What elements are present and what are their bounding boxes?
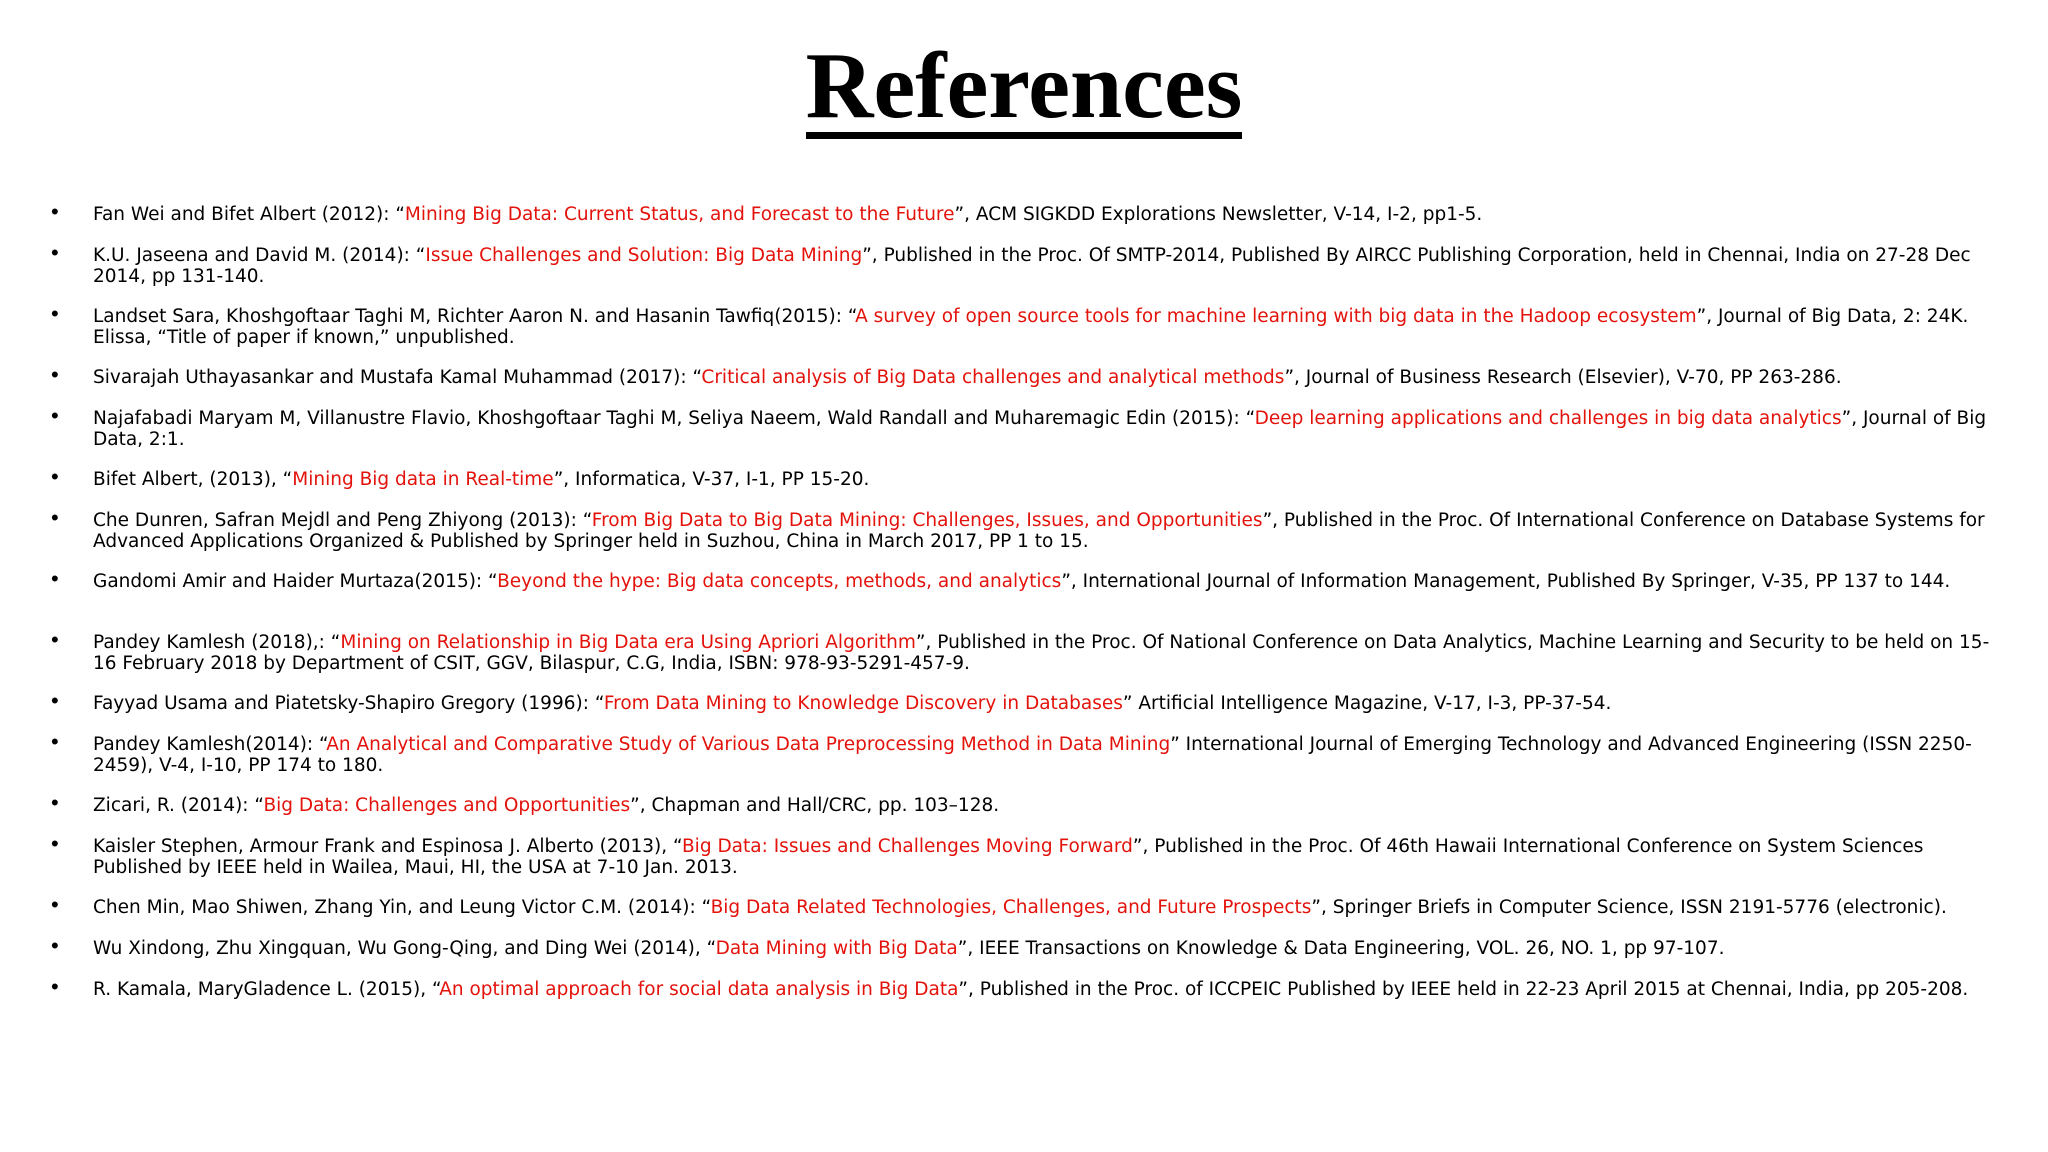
reference-item <box>0 464 2048 513</box>
reference-authors: Bifet Albert, (2013), “ <box>93 469 293 490</box>
reference-source: ”, ACM SIGKDD Explorations Newsletter, V-14, I-2, pp1-5. <box>954 204 1483 225</box>
reference-item <box>0 301 2048 350</box>
reference-title: Big Data: Issues and Challenges Moving Forward <box>681 836 1133 857</box>
reference-item <box>0 974 2048 1023</box>
reference-item <box>0 892 2048 941</box>
reference-source: ” Artificial Intelligence Magazine, V-17, I-3, PP-37-54. <box>1122 693 1612 714</box>
page-title <box>0 34 2048 139</box>
bullet-icon: • <box>51 892 59 917</box>
reference-text <box>93 693 2005 714</box>
reference-authors: Pandey Kamlesh (2018),: “ <box>93 632 341 653</box>
reference-title: Critical analysis of Big Data challenges and analytical methods <box>701 367 1285 388</box>
reference-authors: Sivarajah Uthayasankar and Mustafa Kamal Muhammad (2017): “ <box>93 367 702 388</box>
reference-item <box>0 790 2048 839</box>
reference-text <box>93 469 2005 490</box>
reference-source: ”, Journal of Big Data, 2:1. <box>93 408 1987 450</box>
reference-source: ” International Journal of Emerging Technology and Advanced Engineering (ISSN 2250-2459), V-4, I-10, PP 174 to 180. <box>93 734 1972 776</box>
reference-title: From Data Mining to Knowledge Discovery in Databases <box>603 693 1123 714</box>
reference-source: ”, IEEE Transactions on Knowledge & Data Engineering, VOL. 26, NO. 1, pp 97-107. <box>957 938 1725 959</box>
reference-title: An optimal approach for social data analysis in Big Data <box>439 979 959 1000</box>
bullet-icon: • <box>51 566 59 591</box>
reference-text <box>93 571 2005 592</box>
reference-authors: Najafabadi Maryam M, Villanustre Flavio, Khoshgoftaar Taghi M, Seliya Naeem, Wald Randall and Muharemagic Edin (2015): “ <box>93 408 1255 429</box>
reference-text <box>93 795 2005 816</box>
reference-source: ”, Published in the Proc. Of International Conference on Database Systems for Advanced Applications Organized & Published by Springer held in Suzhou, China in March 2017, PP 1 to 15. <box>93 510 1985 552</box>
bullet-icon: • <box>51 627 59 652</box>
reference-source: ”, Journal of Business Research (Elsevier), V-70, PP 263-286. <box>1284 367 1842 388</box>
reference-authors: Zicari, R. (2014): “ <box>93 795 264 816</box>
reference-text <box>93 204 2005 225</box>
reference-item <box>0 362 2048 411</box>
reference-source: ”, Chapman and Hall/CRC, pp. 103–128. <box>630 795 1000 816</box>
reference-source: ”, Published in the Proc. Of 46th Hawaii International Conference on System Sciences Published by IEEE held in Wailea, Maui, HI, the USA at 7-10 Jan. 2013. <box>93 836 1924 878</box>
reference-text <box>93 408 2005 450</box>
reference-source: ”, Published in the Proc. Of National Conference on Data Analytics, Machine Learning and Security to be held on 15-16 February 2018 by Department of CSIT, GGV, Bilaspur, C.G, India, ISBN: 978-93-5291-457-9. <box>93 632 1990 674</box>
reference-title: Issue Challenges and Solution: Big Data Mining <box>425 245 863 266</box>
reference-title: Beyond the hype: Big data concepts, methods, and analytics <box>497 571 1062 592</box>
bullet-icon: • <box>51 831 59 856</box>
reference-text <box>93 245 2005 287</box>
reference-text <box>93 510 2005 552</box>
reference-authors: Chen Min, Mao Shiwen, Zhang Yin, and Leung Victor C.M. (2014): “ <box>93 897 711 918</box>
reference-text <box>93 897 2005 918</box>
reference-authors: R. Kamala, MaryGladence L. (2015), “ <box>93 979 440 1000</box>
reference-title: From Big Data to Big Data Mining: Challenges, Issues, and Opportunities <box>591 510 1263 531</box>
bullet-icon: • <box>51 729 59 754</box>
bullet-icon: • <box>51 240 59 265</box>
reference-item <box>0 505 2048 554</box>
bullet-icon: • <box>51 790 59 815</box>
reference-text <box>93 979 2005 1000</box>
reference-authors: Che Dunren, Safran Mejdl and Peng Zhiyong (2013): “ <box>93 510 592 531</box>
reference-item <box>0 831 2048 880</box>
reference-title: Data Mining with Big Data <box>715 938 958 959</box>
reference-item <box>0 729 2048 778</box>
reference-authors: K.U. Jaseena and David M. (2014): “ <box>93 245 426 266</box>
reference-title: Deep learning applications and challenges in big data analytics <box>1254 408 1842 429</box>
reference-text <box>93 734 2005 776</box>
reference-source: ”, Published in the Proc. Of SMTP-2014, Published By AIRCC Publishing Corporation, held in Chennai, India on 27-28 Dec 2014, pp 131-140. <box>93 245 1971 287</box>
reference-title: Big Data: Challenges and Opportunities <box>263 795 631 816</box>
reference-item <box>0 627 2048 676</box>
reference-text <box>93 938 2005 959</box>
reference-item <box>0 403 2048 452</box>
bullet-icon: • <box>51 301 59 326</box>
reference-source: ”, Informatica, V-37, I-1, PP 15-20. <box>553 469 870 490</box>
reference-item <box>0 933 2048 982</box>
reference-title: Mining Big data in Real-time <box>292 469 554 490</box>
reference-title: Big Data Related Technologies, Challenges, and Future Prospects <box>710 897 1312 918</box>
reference-title: An Analytical and Comparative Study of Various Data Preprocessing Method in Data Mining <box>326 734 1171 755</box>
reference-item <box>0 688 2048 737</box>
reference-source: ”, Springer Briefs in Computer Science, ISSN 2191-5776 (electronic). <box>1311 897 1947 918</box>
bullet-icon: • <box>51 505 59 530</box>
reference-text <box>93 367 2005 388</box>
reference-item <box>0 566 2048 615</box>
reference-authors: Gandomi Amir and Haider Murtaza(2015): “ <box>93 571 498 592</box>
reference-text <box>93 632 2005 674</box>
reference-text <box>93 836 2005 878</box>
page-title-text: References <box>805 34 1243 138</box>
reference-title: A survey of open source tools for machine learning with big data in the Hadoop ecosystem <box>855 306 1697 327</box>
bullet-icon: • <box>51 403 59 428</box>
reference-item <box>0 240 2048 289</box>
reference-authors: Fayyad Usama and Piatetsky-Shapiro Gregory (1996): “ <box>93 693 604 714</box>
reference-title: Mining Big Data: Current Status, and Forecast to the Future <box>404 204 955 225</box>
reference-authors: Fan Wei and Bifet Albert (2012): “ <box>93 204 405 225</box>
bullet-icon: • <box>51 362 59 387</box>
reference-source: ”, Journal of Big Data, 2: 24K. Elissa, “Title of paper if known,” unpublished. <box>93 306 1969 348</box>
reference-source: ”, International Journal of Information Management, Published By Springer, V-35, PP 137 to 144. <box>1061 571 1951 592</box>
reference-text <box>93 306 2005 348</box>
bullet-icon: • <box>51 464 59 489</box>
reference-title: Mining on Relationship in Big Data era Using Apriori Algorithm <box>340 632 916 653</box>
bullet-icon: • <box>51 974 59 999</box>
reference-authors: Kaisler Stephen, Armour Frank and Espinosa J. Alberto (2013), “ <box>93 836 682 857</box>
reference-authors: Pandey Kamlesh(2014): “ <box>93 734 327 755</box>
reference-source: ”, Published in the Proc. of ICCPEIC Published by IEEE held in 22-23 April 2015 at Chennai, India, pp 205-208. <box>958 979 1969 1000</box>
bullet-icon: • <box>51 688 59 713</box>
reference-authors: Landset Sara, Khoshgoftaar Taghi M, Richter Aaron N. and Hasanin Tawfiq(2015): “ <box>93 306 856 327</box>
reference-item <box>0 199 2048 248</box>
bullet-icon: • <box>51 933 59 958</box>
reference-authors: Wu Xindong, Zhu Xingquan, Wu Gong-Qing, and Ding Wei (2014), “ <box>93 938 716 959</box>
bullet-icon: • <box>51 199 59 224</box>
